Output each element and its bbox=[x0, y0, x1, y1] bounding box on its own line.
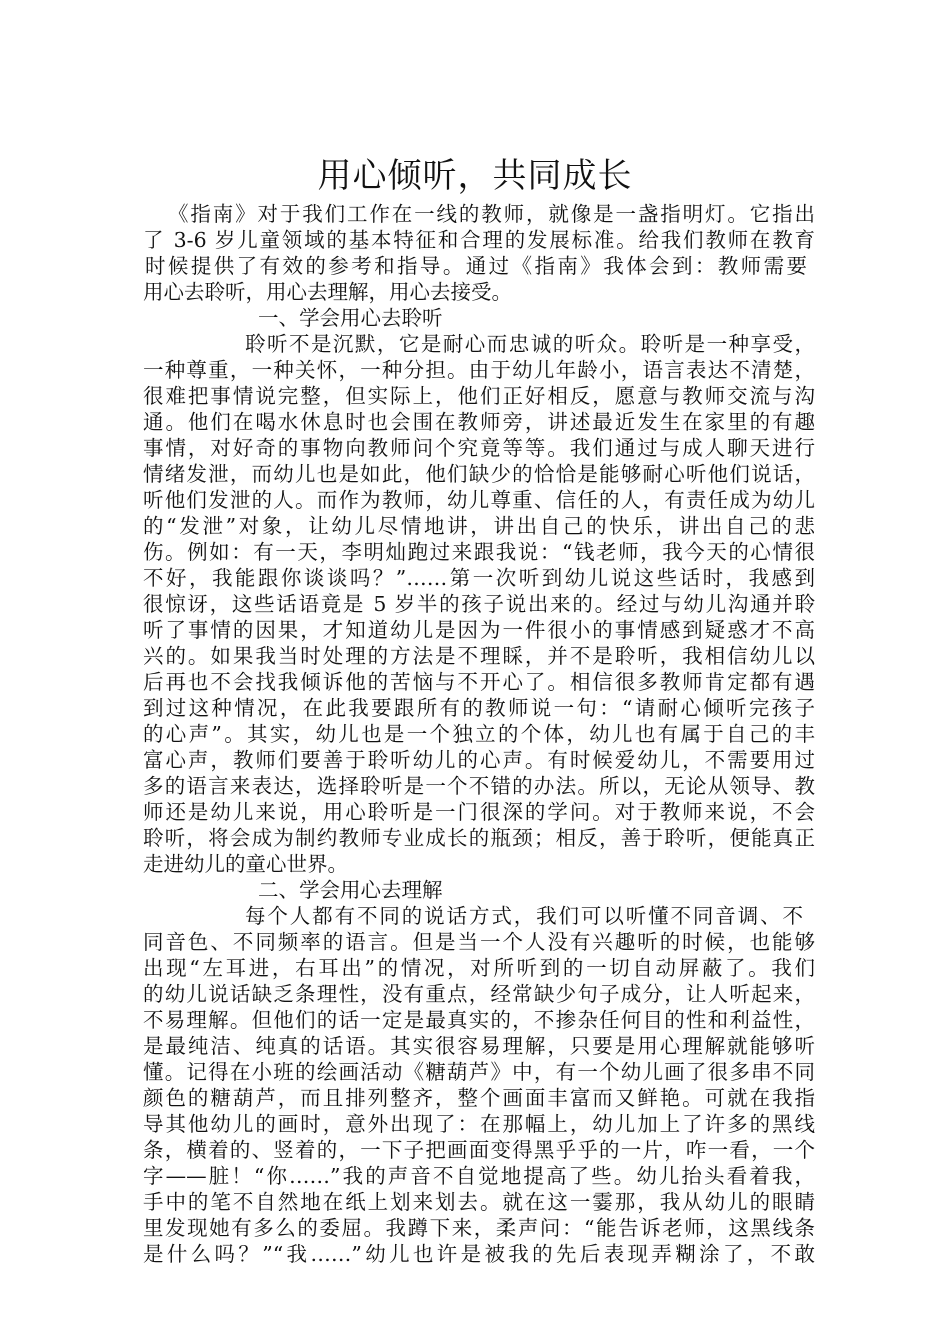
text-line: 颜色的糖葫芦，而且排列整齐，整个画面丰富而又鲜艳。可就在我指 bbox=[143, 1086, 815, 1110]
text-line: 后再也不会找我倾诉他的苦恼与不开心了。相信很多教师肯定都有遇 bbox=[143, 670, 815, 694]
text-line: 事情，对好奇的事物向教师问个究竟等等。我们通过与成人聊天进行 bbox=[143, 436, 815, 460]
text-line: 多的语言来表达，选择聆听是一个不错的办法。所以，无论从领导、教 bbox=[143, 774, 815, 798]
text-line: 是最纯洁、纯真的话语。其实很容易理解，只要是用心理解就能够听 bbox=[143, 1034, 815, 1058]
text-line: 听了事情的因果，才知道幼儿是因为一件很小的事情感到疑惑才不高 bbox=[143, 618, 815, 642]
section-heading-1: 一、学会用心去聆听 bbox=[258, 306, 443, 330]
text-line: 时候提供了有效的参考和指导。通过《指南》我体会到：教师需要 bbox=[145, 254, 807, 278]
text-line: 同音色、不同频率的语言。但是当一个人没有兴趣听的时候，也能够 bbox=[143, 930, 815, 954]
text-line: 导其他幼儿的画时，意外出现了：在那幅上，幼儿加上了许多的黑线 bbox=[143, 1112, 815, 1136]
text-line: 富心声，教师们要善于聆听幼儿的心声。有时候爱幼儿，不需要用过 bbox=[143, 748, 815, 772]
text-line: 很难把事情说完整，但实际上，他们正好相反，愿意与教师交流与沟 bbox=[143, 384, 815, 408]
text-line: 的“发泄”对象，让幼儿尽情地讲，讲出自己的快乐，讲出自己的悲 bbox=[143, 514, 815, 538]
text-line: 很惊讶，这些话语竟是 5 岁半的孩子说出来的。经过与幼儿沟通并聆 bbox=[143, 592, 815, 616]
text-line: 情绪发泄，而幼儿也是如此，他们缺少的恰恰是能够耐心听他们说话， bbox=[143, 462, 815, 486]
text-line: 聆听不是沉默，它是耐心而忠诚的听众。聆听是一种享受， bbox=[245, 332, 815, 356]
text-line: 用心去聆听，用心去理解，用心去接受。 bbox=[143, 280, 512, 304]
text-line: 懂。记得在小班的绘画活动《糖葫芦》中，有一个幼儿画了很多串不同 bbox=[143, 1060, 815, 1084]
text-line: 聆听，将会成为制约教师专业成长的瓶颈；相反，善于聆听，便能真正 bbox=[143, 826, 815, 850]
text-line: 走进幼儿的童心世界。 bbox=[143, 852, 348, 876]
section-heading-2: 二、学会用心去理解 bbox=[258, 878, 443, 902]
text-line: 兴的。如果我当时处理的方法是不理睬，并不是聆听，我相信幼儿以 bbox=[143, 644, 815, 668]
text-line: 听他们发泄的人。而作为教师，幼儿尊重、信任的人，有责任成为幼儿 bbox=[143, 488, 815, 512]
text-line: 每个人都有不同的说话方式，我们可以听懂不同音调、不 bbox=[245, 904, 803, 928]
text-line: 出现“左耳进，右耳出”的情况，对所听到的一切自动屏蔽了。我们 bbox=[143, 956, 815, 980]
document-title: 用心倾听，共同成长 bbox=[317, 156, 633, 196]
text-line: 不易理解。但他们的话一定是最真实的，不掺杂任何目的性和利益性， bbox=[143, 1008, 815, 1032]
text-line: 一种尊重，一种关怀，一种分担。由于幼儿年龄小，语言表达不清楚， bbox=[143, 358, 815, 382]
text-line: 的幼儿说话缺乏条理性，没有重点，经常缺少句子成分，让人听起来， bbox=[143, 982, 815, 1006]
text-line: 字——脏！“你……”我的声音不自觉地提高了些。幼儿抬头看着我， bbox=[143, 1164, 815, 1188]
text-line: 不好，我能跟你谈谈吗？”……第一次听到幼儿说这些话时，我感到 bbox=[143, 566, 815, 590]
text-line: 条，横着的、竖着的，一下子把画面变得黑乎乎的一片，咋一看，一个 bbox=[143, 1138, 815, 1162]
text-line: 里发现她有多么的委屈。我蹲下来，柔声问：“能告诉老师，这黑线条 bbox=[143, 1216, 815, 1240]
text-line: 手中的笔不自然地在纸上划来划去。就在这一霎那，我从幼儿的眼睛 bbox=[143, 1190, 815, 1214]
text-line: 师还是幼儿来说，用心聆听是一门很深的学问。对于教师来说，不会 bbox=[143, 800, 815, 824]
text-line: 《指南》对于我们工作在一线的教师，就像是一盏指明灯。它指出 bbox=[168, 202, 815, 226]
text-line: 伤。例如：有一天，李明灿跑过来跟我说：“钱老师，我今天的心情很 bbox=[143, 540, 815, 564]
text-line: 的心声”。其实，幼儿也是一个独立的个体，幼儿也有属于自己的丰 bbox=[143, 722, 815, 746]
text-line: 通。他们在喝水休息时也会围在教师旁，讲述最近发生在家里的有趣 bbox=[143, 410, 815, 434]
text-line: 是什么吗？”“我……”幼儿也许是被我的先后表现弄糊涂了，不敢 bbox=[143, 1242, 815, 1266]
text-line: 了 3-6 岁儿童领域的基本特征和合理的发展标准。给我们教师在教育 bbox=[143, 228, 815, 252]
text-line: 到过这种情况，在此我要跟所有的教师说一句：“请耐心倾听完孩子 bbox=[143, 696, 815, 720]
